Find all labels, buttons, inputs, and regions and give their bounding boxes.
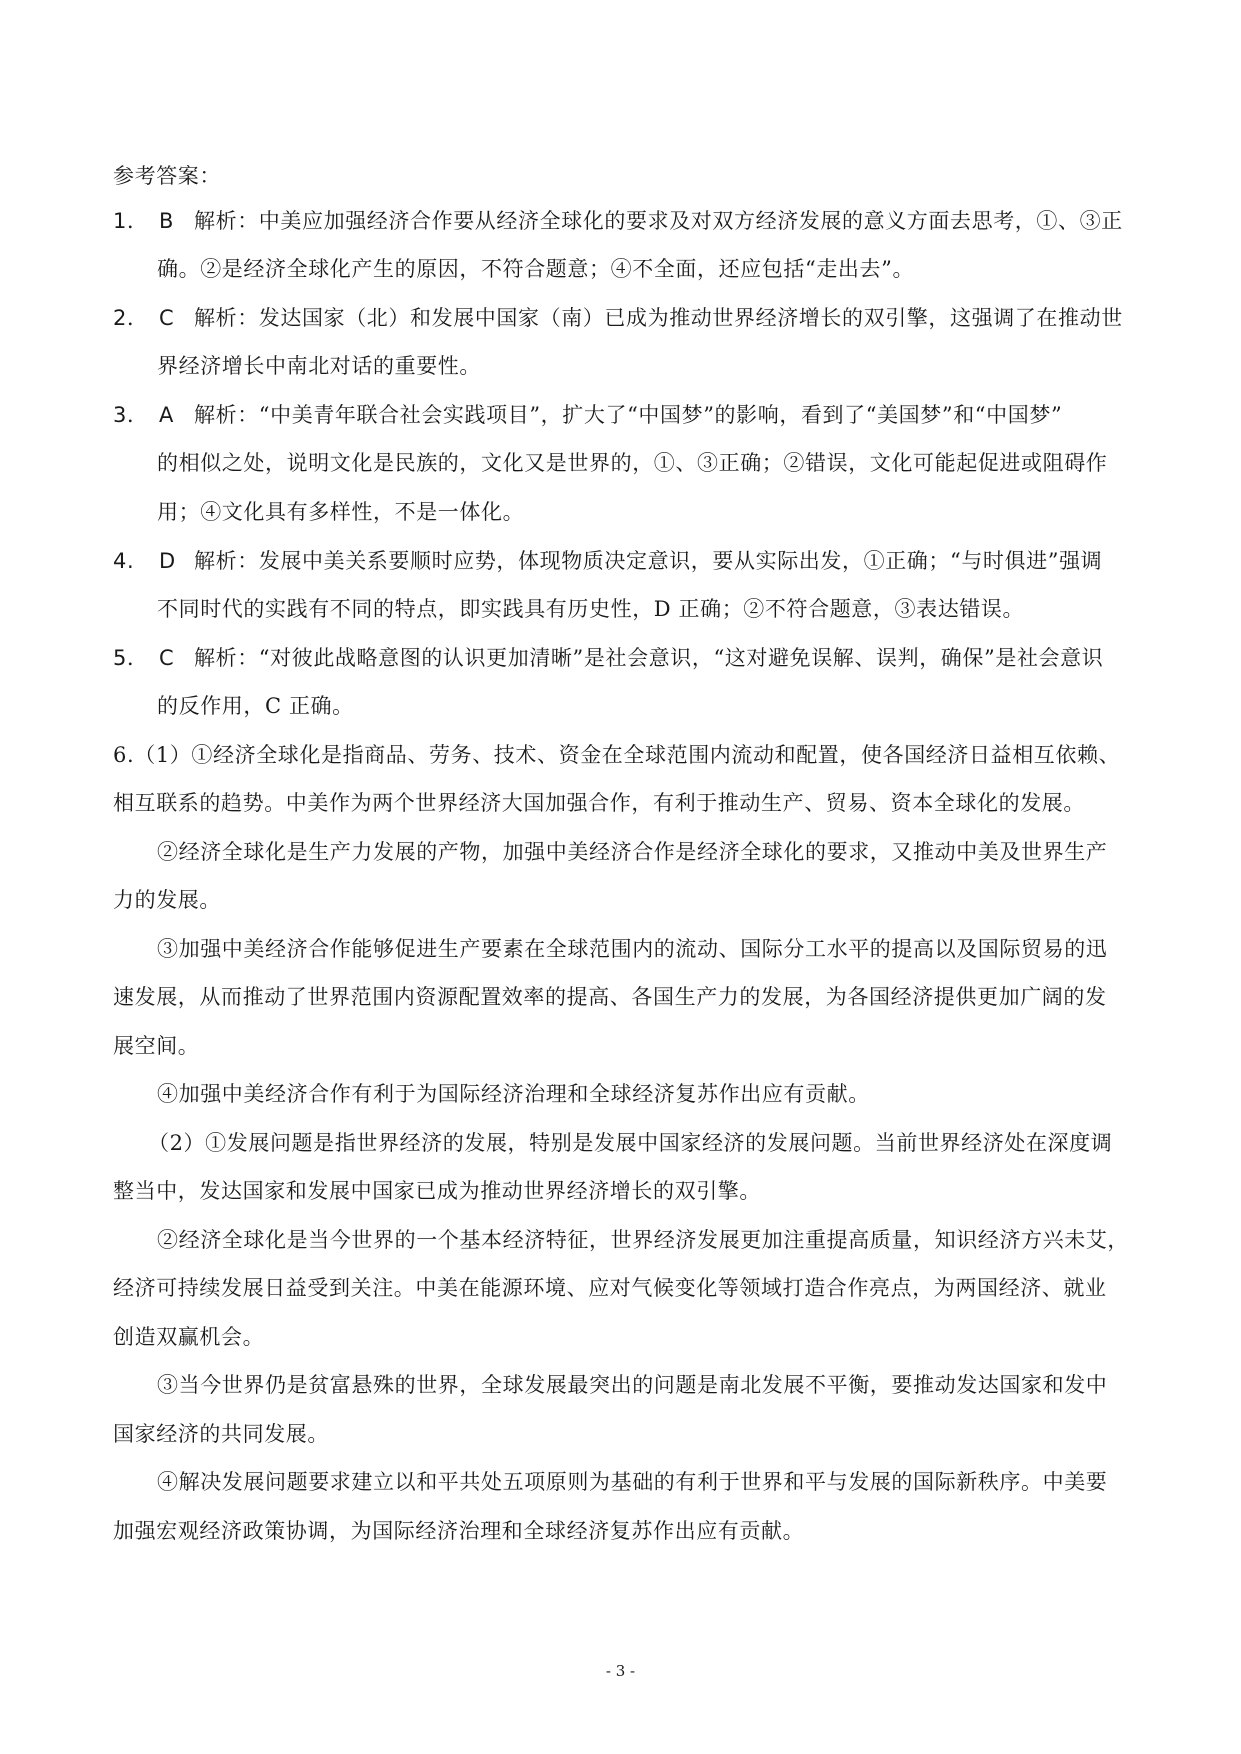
explanation-text: 解析：中美应加强经济合作要从经济全球化的要求及对双方经济发展的意义方面去思考，①、③正 xyxy=(194,209,1123,233)
question-6-line: 加强宏观经济政策协调，为国际经济治理和全球经济复苏作出应有贡献。 xyxy=(113,1519,805,1543)
question-number: 3． xyxy=(113,403,149,427)
question-number: 5． xyxy=(113,646,149,670)
answer-letter: D xyxy=(159,549,176,573)
question-6-line: 整当中，发达国家和发展中国家已成为推动世界经济增长的双引擎。 xyxy=(113,1179,761,1203)
question-6-line: 6.（1）①经济全球化是指商品、劳务、技术、资金在全球范围内流动和配置，使各国经济日益相互依赖、 xyxy=(113,743,1121,767)
question-6-line: ③加强中美经济合作能够促进生产要素在全球范围内的流动、国际分工水平的提高以及国际贸易的迅 xyxy=(157,937,1108,961)
explanation-text: 解析：“中美青年联合社会实践项目”，扩大了“中国梦”的影响，看到了“美国梦”和“中国梦” xyxy=(194,403,1063,427)
explanation-continuation: 确。②是经济全球化产生的原因，不符合题意；④不全面，还应包括“走出去”。 xyxy=(157,257,915,281)
explanation-text: 解析：“对彼此战略意图的认识更加清晰”是社会意识，“这对避免误解、误判，确保”是社会意识 xyxy=(194,646,1104,670)
question-number: 4. xyxy=(113,549,135,573)
answer-letter: A xyxy=(159,403,174,427)
explanation-continuation: 的相似之处，说明文化是民族的，文化又是世界的，①、③正确；②错误，文化可能起促进或阻碍作 xyxy=(157,451,1108,475)
question-6-line: 展空间。 xyxy=(113,1034,200,1058)
question-6-line: 相互联系的趋势。中美作为两个世界经济大国加强合作，有利于推动生产、贸易、资本全球化的发展。 xyxy=(113,791,1085,815)
question-6-line: 速发展，从而推动了世界范围内资源配置效率的提高、各国生产力的发展，为各国经济提供更加广阔的发 xyxy=(113,985,1107,1009)
explanation-continuation: 用；④文化具有多样性，不是一体化。 xyxy=(157,500,525,524)
question-3 xyxy=(113,400,1062,430)
question-6-line: 经济可持续发展日益受到关注。中美在能源环境、应对气候变化等领域打造合作亮点，为两国经济、就业 xyxy=(113,1276,1107,1300)
answer-heading: 参考答案： xyxy=(113,164,221,188)
explanation-continuation: 的反作用，C 正确。 xyxy=(157,694,354,718)
explanation-text: 解析：发达国家（北）和发展中国家（南）已成为推动世界经济增长的双引擎，这强调了在推动世 xyxy=(194,306,1123,330)
answer-letter: B xyxy=(159,209,175,233)
question-2 xyxy=(113,303,1123,333)
question-6-line: 创造双赢机会。 xyxy=(113,1325,265,1349)
question-6-line: ③当今世界仍是贫富悬殊的世界，全球发展最突出的问题是南北发展不平衡，要推动发达国家和发中 xyxy=(157,1373,1108,1397)
question-6-part-2: （2）①发展问题是指世界经济的发展，特别是发展中国家经济的发展问题。当前世界经济处在深度调 xyxy=(148,1131,1113,1155)
answer-letter: C xyxy=(159,646,175,670)
question-6-line: ②经济全球化是生产力发展的产物，加强中美经济合作是经济全球化的要求，又推动中美及世界生产 xyxy=(157,840,1108,864)
answer-letter: C xyxy=(159,306,175,330)
question-6-line: ②经济全球化是当今世界的一个基本经济特征，世界经济发展更加注重提高质量，知识经济方兴未艾， xyxy=(157,1228,1129,1252)
question-number: 1． xyxy=(113,209,149,233)
question-5 xyxy=(113,643,1103,673)
explanation-text: 解析：发展中美关系要顺时应势，体现物质决定意识，要从实际出发，①正确；“与时俱进”强调 xyxy=(194,549,1103,573)
question-6-line: ④解决发展问题要求建立以和平共处五项原则为基础的有利于世界和平与发展的国际新秩序。中美要 xyxy=(157,1470,1108,1494)
question-1 xyxy=(113,206,1123,236)
question-6-line: 力的发展。 xyxy=(113,888,221,912)
page-number: - 3 - xyxy=(605,1662,636,1680)
question-6-line: ④加强中美经济合作有利于为国际经济治理和全球经济复苏作出应有贡献。 xyxy=(157,1082,870,1106)
question-number: 2． xyxy=(113,306,149,330)
question-4 xyxy=(113,546,1102,576)
explanation-continuation: 界经济增长中南北对话的重要性。 xyxy=(157,354,481,378)
explanation-continuation: 不同时代的实践有不同的特点，即实践具有历史性，D 正确；②不符合题意，③表达错误。 xyxy=(157,597,1025,621)
question-6-line: 国家经济的共同发展。 xyxy=(113,1422,329,1446)
